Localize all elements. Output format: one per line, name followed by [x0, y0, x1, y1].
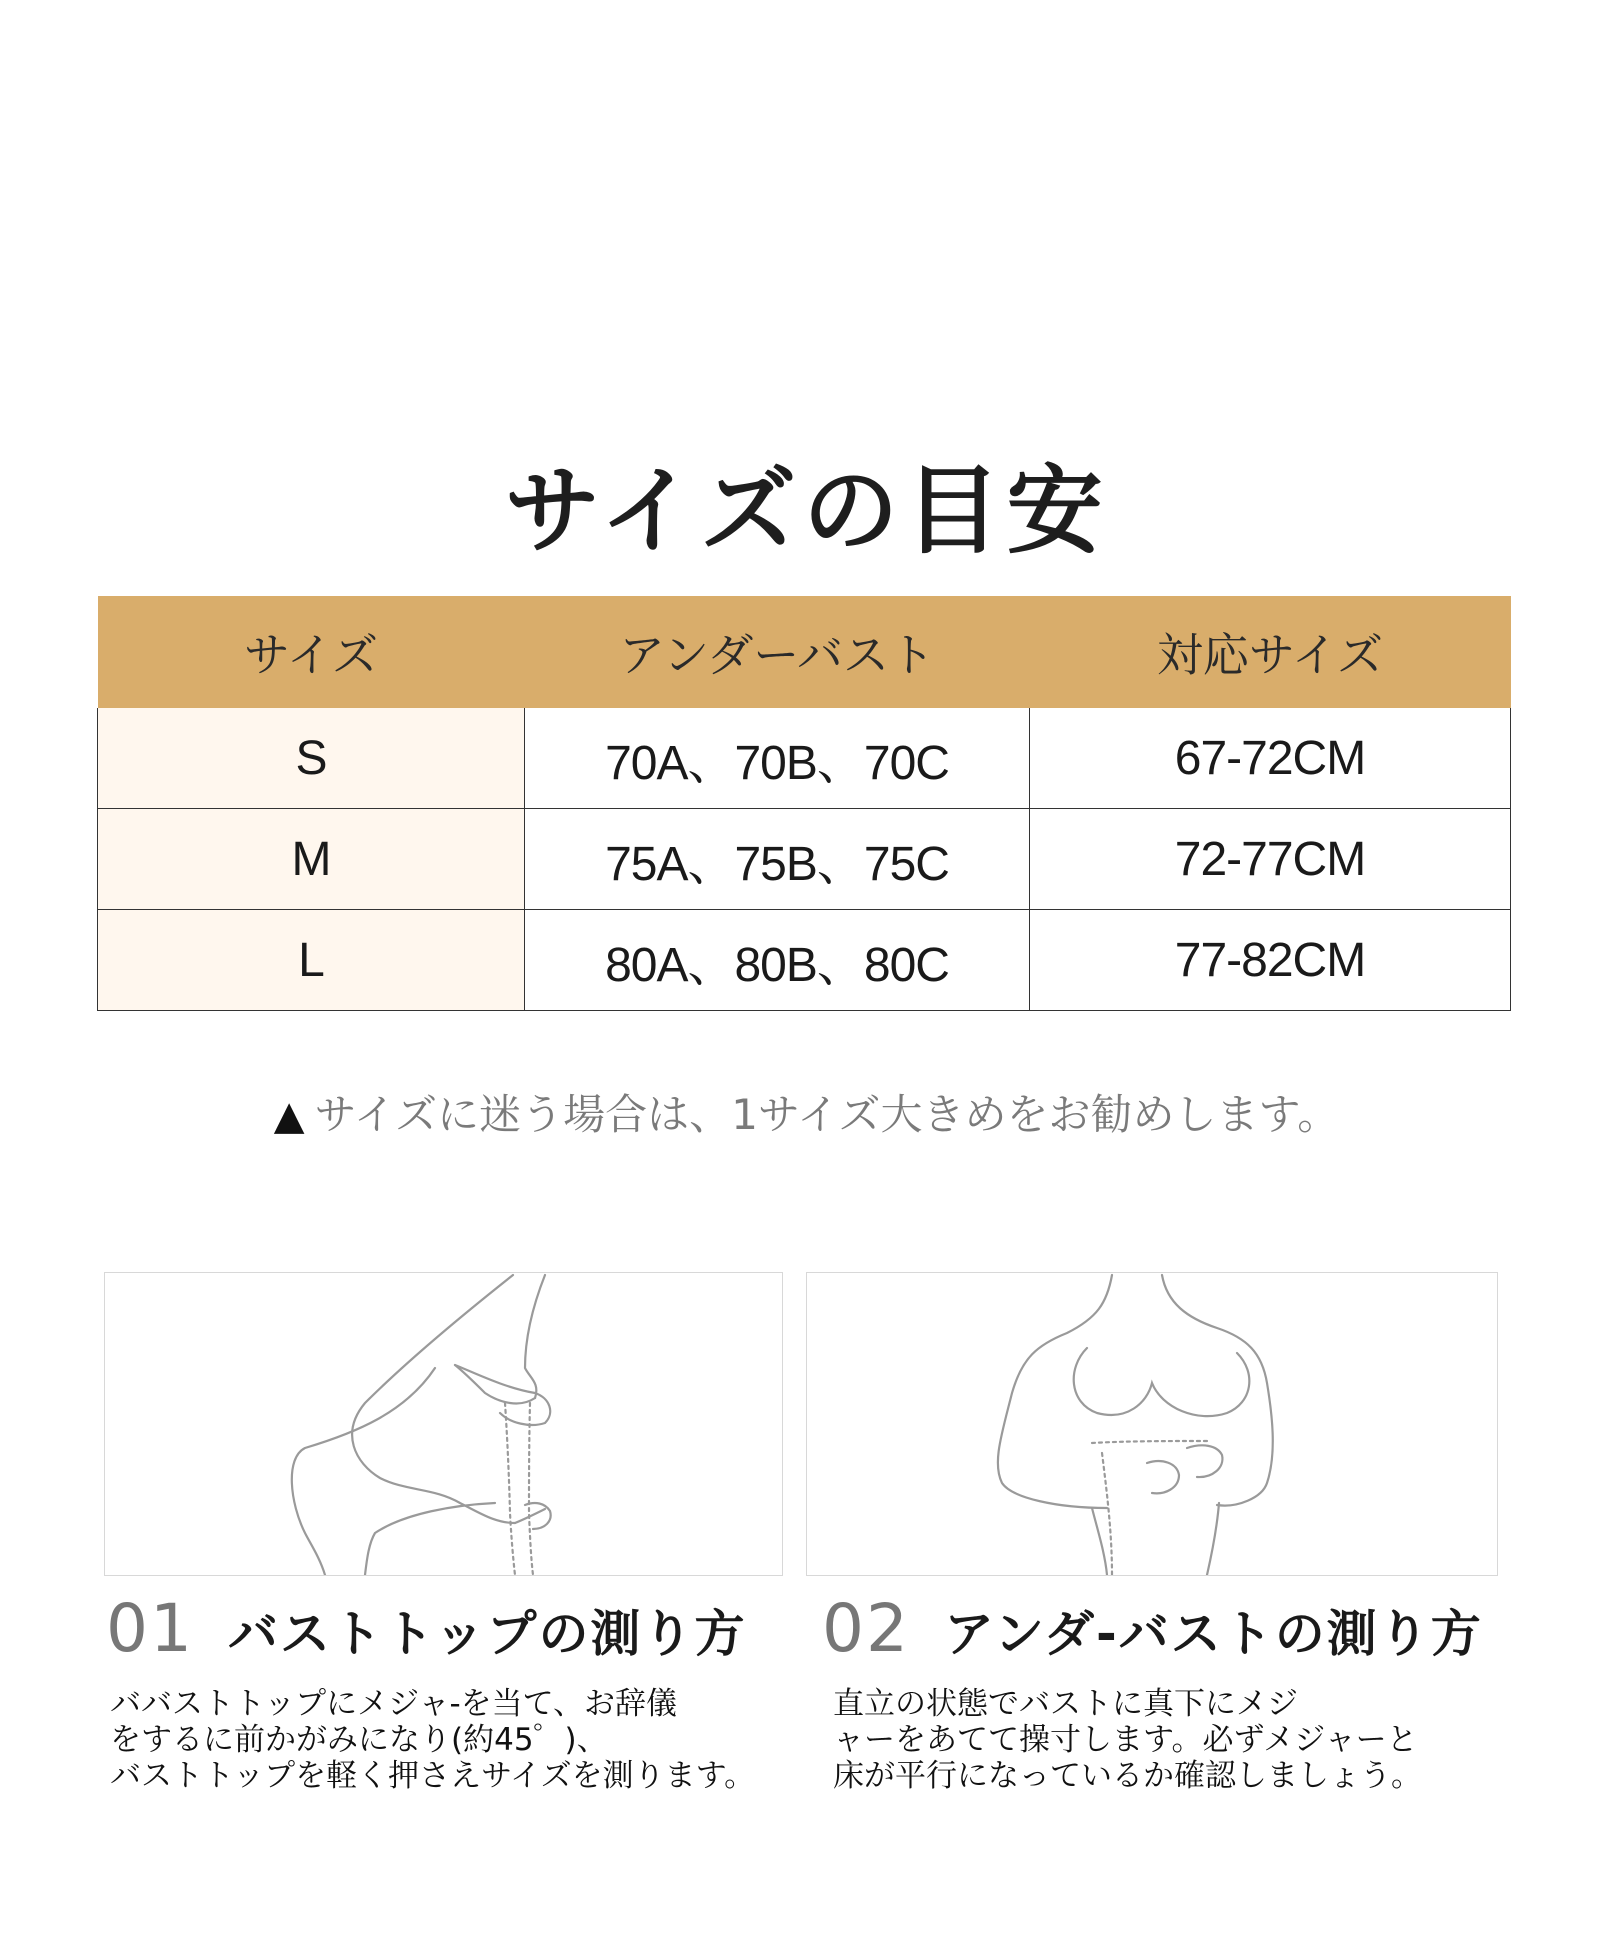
table-row	[98, 809, 1511, 910]
table-row	[98, 910, 1511, 1011]
header-range: 対応サイズ	[1030, 596, 1511, 708]
table-header-row	[98, 596, 1511, 708]
step-2-line: 直立の状態でバストに真下にメジ	[833, 1686, 1298, 1722]
under-bust-cell: 75A、75B、75C	[525, 809, 1030, 910]
under-bust-figure-drawing	[807, 1273, 1497, 1575]
under-bust-cell: 80A、80B、80C	[525, 910, 1030, 1011]
step-2-line: 床が平行になっているか確認しましょう。	[833, 1758, 1422, 1794]
size-table	[97, 596, 1511, 1011]
size-cell: S	[98, 708, 525, 809]
step-2-number: 02	[822, 1590, 910, 1667]
size-cell: L	[98, 910, 525, 1011]
size-cell: M	[98, 809, 525, 910]
range-cell: 77-82CM	[1030, 910, 1511, 1011]
step-1-line: バストトップを軽く押さえサイズを測ります。	[110, 1758, 756, 1794]
size-advice-note	[0, 1082, 1613, 1142]
step-2-title: アンダ-バストの測り方	[943, 1605, 1483, 1663]
step-1-heading	[106, 1590, 746, 1667]
warning-icon: ▲	[273, 1093, 305, 1139]
step-1-line: ババストトップにメジャ-を当て、お辞儀	[110, 1686, 678, 1722]
step-2-heading	[822, 1590, 1483, 1667]
step-1-description	[110, 1686, 755, 1794]
header-size: サイズ	[98, 596, 525, 708]
bust-top-figure-drawing	[105, 1273, 782, 1575]
note-text: サイズに迷う場合は、1サイズ大きめをお勧めします。	[314, 1090, 1340, 1139]
step-1-line: をするに前かがみになり(約45゜)、	[110, 1722, 608, 1758]
range-cell: 67-72CM	[1030, 708, 1511, 809]
step-2-description	[833, 1686, 1422, 1794]
step-1-title: バストトップの測り方	[227, 1605, 747, 1663]
header-under-bust: アンダーバスト	[525, 596, 1030, 708]
step-1-number: 01	[106, 1590, 194, 1667]
under-bust-illustration	[806, 1272, 1498, 1576]
table-row	[98, 708, 1511, 809]
step-2-line: ャーをあてて操寸します。必ずメジャーと	[833, 1722, 1418, 1758]
range-cell: 72-77CM	[1030, 809, 1511, 910]
page-title: サイズの目安	[504, 455, 1109, 567]
under-bust-cell: 70A、70B、70C	[525, 708, 1030, 809]
bust-top-illustration	[104, 1272, 783, 1576]
